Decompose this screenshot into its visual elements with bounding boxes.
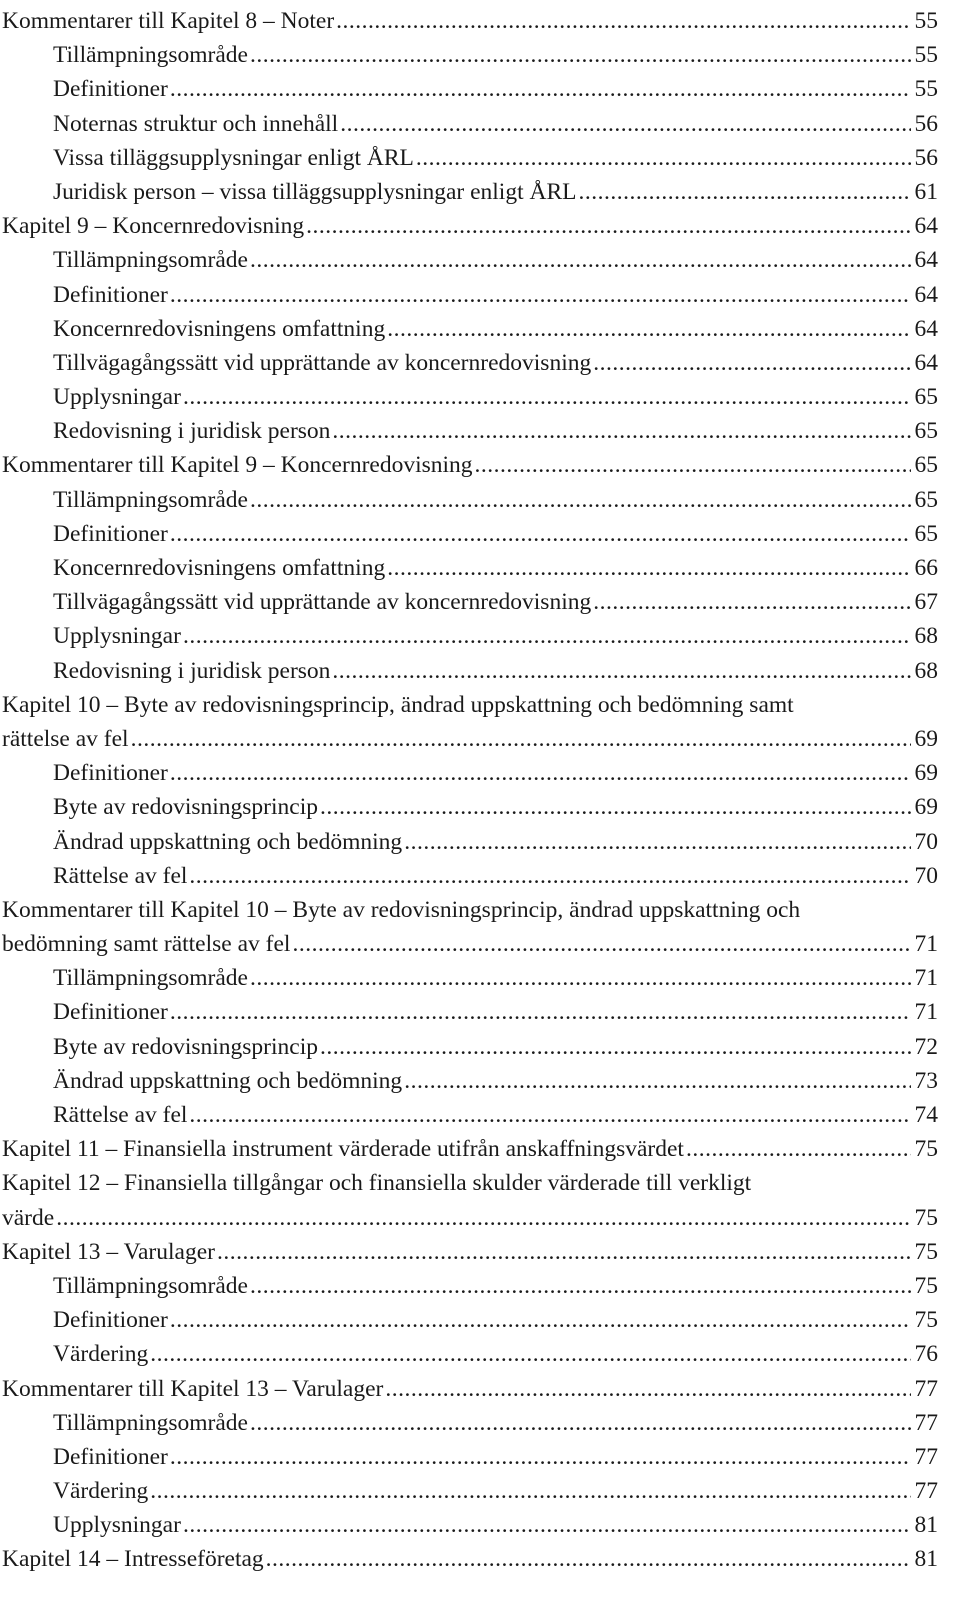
toc-page-number: 73 (914, 1067, 938, 1094)
toc-entry-title: Tillvägagångssätt vid upprättande av koncernredovisning (53, 349, 592, 376)
toc-page-number: 55 (914, 42, 938, 69)
toc-entry-title: Tillämpningsområde (53, 42, 248, 69)
toc-section-entry[interactable] (2, 1269, 938, 1303)
dot-leader (332, 654, 910, 688)
toc-entry-title: Rättelse av fel (53, 1102, 188, 1128)
toc-section-entry[interactable] (2, 1508, 938, 1542)
toc-page-number: 71 (914, 965, 938, 992)
toc-entry-title: Upplysningar (53, 623, 181, 650)
dot-leader (56, 1201, 910, 1235)
toc-page-number: 61 (914, 178, 938, 205)
toc-entry-title: Koncernredovisningens omfattning (53, 315, 386, 342)
toc-entry-title: Upplysningar (53, 384, 181, 411)
toc-section-entry[interactable] (2, 995, 938, 1029)
toc-page-number: 75 (914, 1272, 938, 1299)
toc-page-number: 65 (914, 520, 938, 547)
dot-leader (170, 995, 911, 1029)
toc-page-number: 68 (914, 623, 938, 650)
toc-entry-title: Rättelse av fel (53, 862, 188, 889)
toc-page-number: 64 (914, 315, 938, 342)
toc-section-entry[interactable] (2, 243, 938, 277)
toc-section-entry[interactable] (2, 517, 938, 551)
toc-entry-title: Ändrad uppskattning och bedömning (53, 828, 403, 855)
toc-section-entry[interactable] (2, 1337, 938, 1371)
dot-leader (579, 175, 911, 209)
dot-leader (183, 619, 911, 653)
toc-page-number: 66 (914, 555, 938, 581)
dot-leader (404, 825, 910, 859)
toc-page-number: 69 (914, 794, 938, 821)
toc-page-number: 56 (914, 144, 938, 171)
toc-entry-title: Tillvägagångssätt vid upprättande av koncernredovisning (53, 589, 592, 616)
toc-section-entry[interactable] (2, 825, 938, 859)
dot-leader (332, 414, 910, 448)
toc-entry-title: Värdering (53, 1478, 149, 1505)
toc-page-number: 55 (914, 8, 938, 34)
toc-page-number: 55 (914, 76, 938, 103)
toc-entry-title: Kommentarer till Kapitel 8 – Noter (2, 8, 335, 34)
toc-entry-title: Vissa tilläggsupplysningar enligt ÅRL (53, 144, 414, 171)
dot-leader (593, 346, 910, 380)
dot-leader (416, 141, 911, 175)
toc-page-number: 77 (914, 1443, 938, 1470)
toc-entry-title: Redovisning i juridisk person (53, 418, 331, 445)
dot-leader (387, 551, 910, 585)
toc-entry-title: rättelse av fel (2, 725, 129, 752)
dot-leader (170, 1303, 911, 1337)
dot-leader (170, 72, 911, 106)
toc-section-entry[interactable] (2, 859, 938, 893)
toc-page-number: 67 (914, 589, 938, 616)
toc-section-entry[interactable] (2, 1030, 938, 1064)
dot-leader (250, 243, 911, 277)
toc-chapter-entry[interactable] (2, 1201, 938, 1235)
dot-leader (131, 722, 911, 756)
toc-page-number: 71 (914, 999, 938, 1026)
table-of-contents (2, 0, 938, 1577)
toc-entry-title: Definitioner (53, 1443, 168, 1470)
toc-section-entry[interactable] (2, 790, 938, 824)
dot-leader (170, 517, 911, 551)
toc-page-number: 75 (914, 1307, 938, 1334)
toc-page-number: 65 (914, 452, 938, 479)
toc-section-entry[interactable] (2, 654, 938, 688)
toc-page-number: 81 (914, 1512, 938, 1539)
toc-section-entry[interactable] (2, 961, 938, 995)
dot-leader (320, 790, 911, 824)
dot-leader (170, 278, 911, 312)
toc-entry-title: Tillämpningsområde (53, 1272, 248, 1299)
toc-page-number: 71 (914, 931, 938, 958)
dot-leader (250, 1269, 911, 1303)
toc-section-entry[interactable] (2, 414, 938, 448)
toc-entry-title: Definitioner (53, 520, 168, 547)
toc-entry-title: Definitioner (53, 281, 168, 308)
toc-page-number: 77 (914, 1409, 938, 1436)
toc-page-number: 81 (914, 1546, 938, 1573)
toc-page-number: 70 (914, 828, 938, 855)
toc-entry-title-line[interactable]: Kommentarer till Kapitel 10 – Byte av redovisningsprincip, ändrad uppskattning och (2, 896, 801, 923)
toc-page-number: 77 (914, 1478, 938, 1505)
toc-page-number: 77 (914, 1375, 938, 1402)
dot-leader (250, 38, 911, 72)
toc-entry-title: Tillämpningsområde (53, 1409, 248, 1436)
toc-entry-title: Redovisning i juridisk person (53, 657, 331, 684)
dot-leader (292, 927, 910, 961)
toc-entry-title: Tillämpningsområde (53, 486, 248, 513)
toc-entry-title-line[interactable]: Kapitel 12 – Finansiella tillgångar och finansiella skulder värderade till verkligt (2, 1170, 752, 1197)
toc-entry-title: Kapitel 13 – Varulager (2, 1238, 215, 1265)
toc-section-entry[interactable] (2, 1303, 938, 1337)
dot-leader (320, 1030, 911, 1064)
toc-entry-title: värde (2, 1204, 55, 1231)
toc-section-entry[interactable] (2, 141, 938, 175)
toc-section-entry[interactable] (2, 380, 938, 414)
dot-leader (686, 1132, 911, 1166)
toc-section-entry[interactable] (2, 1064, 938, 1098)
toc-page-number: 70 (914, 862, 938, 889)
toc-entry-title: Byte av redovisningsprincip (53, 794, 318, 821)
toc-section-entry[interactable] (2, 1474, 938, 1508)
toc-page-number: 72 (914, 1033, 938, 1060)
toc-chapter-entry[interactable] (2, 4, 938, 38)
toc-section-entry[interactable] (2, 1098, 938, 1132)
toc-chapter-entry[interactable] (2, 1132, 938, 1166)
dot-leader (385, 1372, 910, 1406)
toc-page-number: 64 (914, 213, 938, 240)
toc-entry-title: Upplysningar (53, 1512, 181, 1539)
toc-entry-title: Kapitel 9 – Koncernredovisning (2, 213, 305, 240)
dot-leader (170, 1440, 911, 1474)
toc-entry-title: Byte av redovisningsprincip (53, 1033, 318, 1060)
dot-leader (340, 107, 910, 141)
toc-entry-title: Juridisk person – vissa tilläggsupplysningar enligt ÅRL (53, 178, 577, 205)
toc-page-number: 68 (914, 657, 938, 684)
toc-entry-title: Kommentarer till Kapitel 9 – Koncernredovisning (2, 452, 473, 479)
toc-entry-title: Definitioner (53, 76, 168, 103)
toc-section-entry[interactable] (2, 483, 938, 517)
dot-leader (336, 4, 910, 38)
dot-leader (250, 483, 911, 517)
toc-chapter-entry[interactable] (2, 448, 938, 482)
toc-chapter-entry[interactable] (2, 722, 938, 756)
toc-section-entry[interactable] (2, 312, 938, 346)
toc-section-entry[interactable] (2, 72, 938, 106)
toc-page-number: 64 (914, 247, 938, 274)
toc-page-number: 69 (914, 725, 938, 752)
dot-leader (150, 1474, 910, 1508)
toc-chapter-entry[interactable] (2, 1235, 938, 1269)
toc-section-entry[interactable] (2, 756, 938, 790)
toc-section-entry[interactable] (2, 107, 938, 141)
toc-entry-title: Kapitel 14 – Intresseföretag (2, 1546, 264, 1573)
dot-leader (189, 859, 910, 893)
dot-leader (250, 1406, 911, 1440)
toc-page-number: 76 (914, 1341, 938, 1368)
toc-entry-title-line[interactable]: Kapitel 10 – Byte av redovisningsprincip, ändrad uppskattning och bedömning samt (2, 691, 794, 718)
toc-section-entry[interactable] (2, 585, 938, 619)
dot-leader (170, 756, 911, 790)
toc-entry-title: Tillämpningsområde (53, 965, 248, 992)
toc-section-entry[interactable] (2, 1440, 938, 1474)
toc-page-number: 75 (914, 1238, 938, 1265)
toc-chapter-entry[interactable] (2, 1372, 938, 1406)
toc-page-number: 65 (914, 486, 938, 513)
dot-leader (183, 380, 911, 414)
toc-entry-title: Kommentarer till Kapitel 13 – Varulager (2, 1375, 384, 1402)
dot-leader (183, 1508, 911, 1542)
toc-section-entry[interactable] (2, 38, 938, 72)
toc-chapter-entry[interactable] (2, 927, 938, 961)
dot-leader (593, 585, 910, 619)
toc-section-entry[interactable] (2, 1406, 938, 1440)
toc-page-number: 69 (914, 760, 938, 787)
dot-leader (150, 1337, 910, 1371)
toc-entry-title: Koncernredovisningens omfattning (53, 555, 386, 581)
toc-entry-title: Definitioner (53, 999, 168, 1026)
dot-leader (250, 961, 911, 995)
dot-leader (306, 209, 910, 243)
toc-entry-title: Definitioner (53, 1307, 168, 1334)
toc-entry-title: Värdering (53, 1341, 149, 1368)
toc-entry-title: Noternas struktur och innehåll (53, 110, 339, 137)
toc-page-number: 65 (914, 384, 938, 411)
toc-entry-title: Definitioner (53, 760, 168, 787)
toc-page-number: 64 (914, 349, 938, 376)
toc-entry-title: Ändrad uppskattning och bedömning (53, 1067, 403, 1094)
toc-page-number: 75 (914, 1204, 938, 1231)
dot-leader (266, 1542, 911, 1576)
toc-section-entry[interactable] (2, 551, 938, 585)
toc-page-number: 65 (914, 418, 938, 445)
dot-leader (217, 1235, 911, 1269)
dot-leader (404, 1064, 910, 1098)
toc-section-entry[interactable] (2, 619, 938, 653)
toc-section-entry[interactable] (2, 278, 938, 312)
toc-page-number: 75 (914, 1136, 938, 1163)
dot-leader (387, 312, 910, 346)
dot-leader (475, 448, 911, 482)
toc-section-entry[interactable] (2, 346, 938, 380)
toc-entry-title: bedömning samt rättelse av fel (2, 931, 291, 958)
toc-section-entry[interactable] (2, 175, 938, 209)
toc-page-number: 64 (914, 281, 938, 308)
toc-chapter-entry[interactable] (2, 1542, 938, 1576)
dot-leader (189, 1098, 910, 1132)
toc-page-number: 74 (914, 1102, 938, 1128)
toc-chapter-entry[interactable] (2, 209, 938, 243)
toc-entry-title: Tillämpningsområde (53, 247, 248, 274)
toc-page-number: 56 (914, 110, 938, 137)
toc-entry-title: Kapitel 11 – Finansiella instrument värderade utifrån anskaffningsvärdet (2, 1136, 684, 1163)
